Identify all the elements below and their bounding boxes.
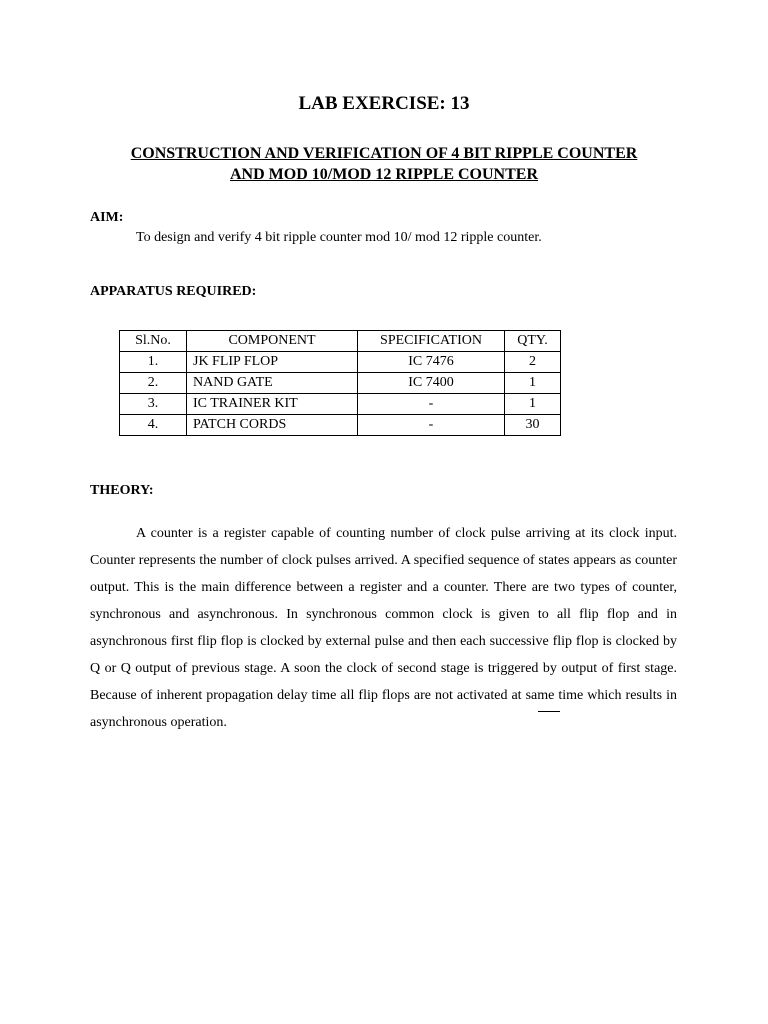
cell-specification: IC 7476: [358, 352, 505, 373]
cell-qty: 2: [505, 352, 561, 373]
cell-slno: 1.: [120, 352, 187, 373]
cell-qty: 1: [505, 373, 561, 394]
cell-qty: 1: [505, 394, 561, 415]
cell-component: NAND GATE: [187, 373, 358, 394]
apparatus-table: [119, 330, 561, 436]
theory-heading: THEORY:: [90, 483, 154, 498]
cell-specification: IC 7400: [358, 373, 505, 394]
aim-heading: AIM:: [90, 210, 124, 225]
column-header-slno: Sl.No.: [120, 331, 187, 352]
cell-specification: -: [358, 394, 505, 415]
cell-component: PATCH CORDS: [187, 415, 358, 436]
column-header-qty: QTY.: [505, 331, 561, 352]
table-header-row: [120, 331, 561, 352]
cell-component: IC TRAINER KIT: [187, 394, 358, 415]
column-header-specification: SPECIFICATION: [358, 331, 505, 352]
cell-slno: 4.: [120, 415, 187, 436]
q-bar-overline: [538, 711, 560, 712]
page-title: LAB EXERCISE: 13: [298, 93, 470, 114]
cell-component: JK FLIP FLOP: [187, 352, 358, 373]
table-row: [120, 352, 561, 373]
subtitle-line-1: CONSTRUCTION AND VERIFICATION OF 4 BIT RIPPLE COUNTER: [130, 145, 638, 162]
cell-specification: -: [358, 415, 505, 436]
subtitle-line-2: AND MOD 10/MOD 12 RIPPLE COUNTER: [230, 166, 538, 183]
exercise-subtitle: [90, 143, 678, 185]
aim-text: To design and verify 4 bit ripple counter mod 10/ mod 12 ripple counter.: [136, 230, 542, 245]
cell-slno: 2.: [120, 373, 187, 394]
apparatus-heading: APPARATUS REQUIRED:: [90, 284, 257, 299]
theory-paragraph: A counter is a register capable of counting number of clock pulse arriving at its clock input. Counter represents the number of clock pulses arrived. A specified sequence of states appears as counter output. This is the main difference between a register and a counter. There are two types of counter, synchronous and asynchronous. In synchronous common clock is given to all flip flop and in asynchronous first flip flop is clocked by external pulse and then each successive flip flop is clocked by Q or Q output of previous stage. A soon the clock of second stage is triggered by output of first stage. Because of inherent propagation delay time all flip flops are not activated at same time which results in asynchronous operation.: [90, 526, 677, 730]
cell-slno: 3.: [120, 394, 187, 415]
table-row: [120, 394, 561, 415]
table-row: [120, 415, 561, 436]
table-row: [120, 373, 561, 394]
column-header-component: COMPONENT: [187, 331, 358, 352]
cell-qty: 30: [505, 415, 561, 436]
